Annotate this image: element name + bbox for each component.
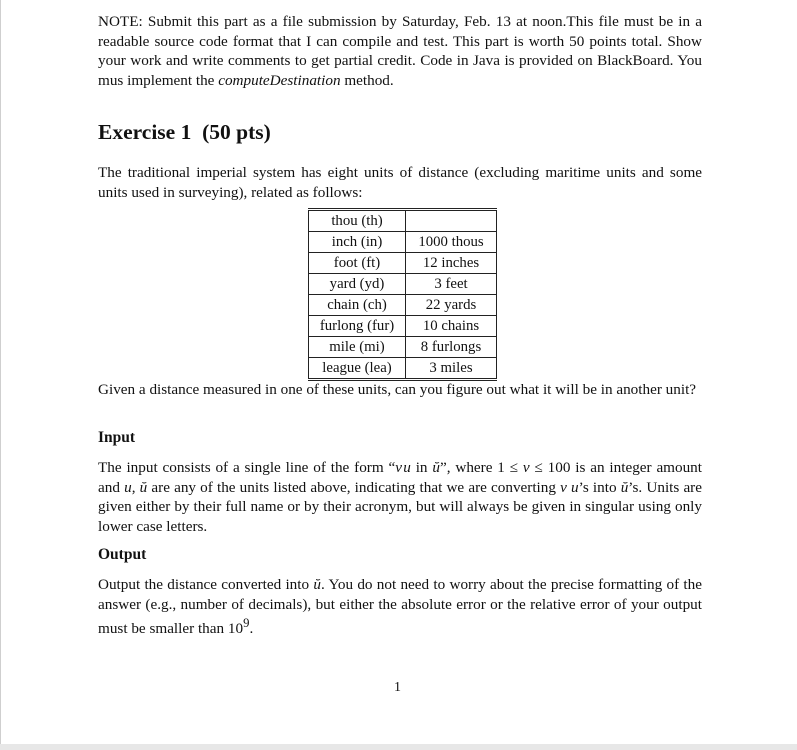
unit-cell: chain (ch): [309, 295, 406, 316]
text-run: .: [249, 620, 254, 638]
unit-cell: yard (yd): [309, 274, 406, 295]
relation-cell: [406, 210, 497, 232]
math-var: u: [571, 478, 579, 496]
math-var: ŭ: [620, 478, 629, 496]
table-row: [309, 337, 497, 358]
unit-cell: foot (ft): [309, 253, 406, 274]
math-var: ŭ: [432, 459, 440, 476]
relation-cell: 10 chains: [406, 316, 497, 337]
text-run: are any of the units listed above, indicating that we are converting: [147, 478, 561, 496]
table-row: [309, 295, 497, 316]
math-var: v: [560, 478, 567, 496]
table-row: [309, 358, 497, 380]
exercise-points: (50 pts): [202, 120, 271, 144]
math-var: u: [403, 459, 411, 476]
text-run: in: [410, 459, 433, 476]
text-run: The input consists of a single line of the form “: [98, 459, 396, 476]
table-row: [309, 274, 497, 295]
note-suffix: method.: [340, 71, 394, 89]
relation-cell: 1000 thous: [406, 232, 497, 253]
relation-cell: 8 furlongs: [406, 337, 497, 358]
note-text: NOTE: Submit this part as a file submission by Saturday, Feb. 13 at noon.This file must be in a readable source code format that I can compile and test. This part is worth 50 points total. Show your work and write comments to get partial credit. Code in Java is provided on BlackBoard. You mus implement the: [98, 13, 702, 89]
input-description: [98, 458, 702, 536]
math-var: v: [522, 459, 530, 476]
unit-cell: thou (th): [309, 210, 406, 232]
text-run: Output the distance converted into: [98, 576, 314, 593]
units-table: [308, 208, 497, 381]
intro-paragraph: The traditional imperial system has eight units of distance (excluding maritime units and some units used in surveying), related as follows:: [98, 164, 702, 201]
table-row: [309, 253, 497, 274]
relation-cell: 3 feet: [406, 274, 497, 295]
unit-cell: inch (in): [309, 232, 406, 253]
exercise-title: Exercise 1: [98, 120, 192, 144]
relation-cell: 12 inches: [406, 253, 497, 274]
output-heading: Output: [98, 546, 147, 563]
exercise-heading: [98, 118, 271, 146]
text-run: . You do not need to worry about the precise formatting of the answer (e.g., number of decimals), but either the absolute error or the relative error of your output must be smaller than 10: [98, 576, 702, 638]
page-number: 1: [394, 680, 401, 695]
unit-cell: furlong (fur): [309, 316, 406, 337]
math-var: v: [395, 459, 402, 476]
text-run: ’s. Units are given either by their full name or by their acronym, but will always be given in singular using only lower case letters.: [98, 478, 702, 535]
input-heading: Input: [98, 429, 136, 446]
output-description: [98, 575, 702, 639]
text-run: ≤ 100 is an integer amount and: [98, 459, 702, 496]
text-run: ’s into: [578, 478, 621, 496]
table-row: [309, 232, 497, 253]
question-paragraph: Given a distance measured in one of these units, can you figure out what it will be in another unit?: [98, 381, 697, 398]
submission-note: [98, 12, 702, 90]
viewer-bottom-strip: [0, 744, 797, 750]
unit-cell: mile (mi): [309, 337, 406, 358]
text-run: ,: [131, 478, 140, 496]
math-var: ŭ: [313, 576, 321, 593]
math-var: u: [124, 478, 132, 496]
method-name: computeDestination: [218, 71, 341, 89]
math-var: ŭ: [139, 478, 148, 496]
unit-cell: league (lea): [309, 358, 406, 380]
relation-cell: 3 miles: [406, 358, 497, 380]
table-row: [309, 316, 497, 337]
relation-cell: 22 yards: [406, 295, 497, 316]
exponent: 9: [243, 616, 250, 631]
table-row: [309, 210, 497, 232]
text-run: ”, where 1 ≤: [439, 459, 523, 476]
